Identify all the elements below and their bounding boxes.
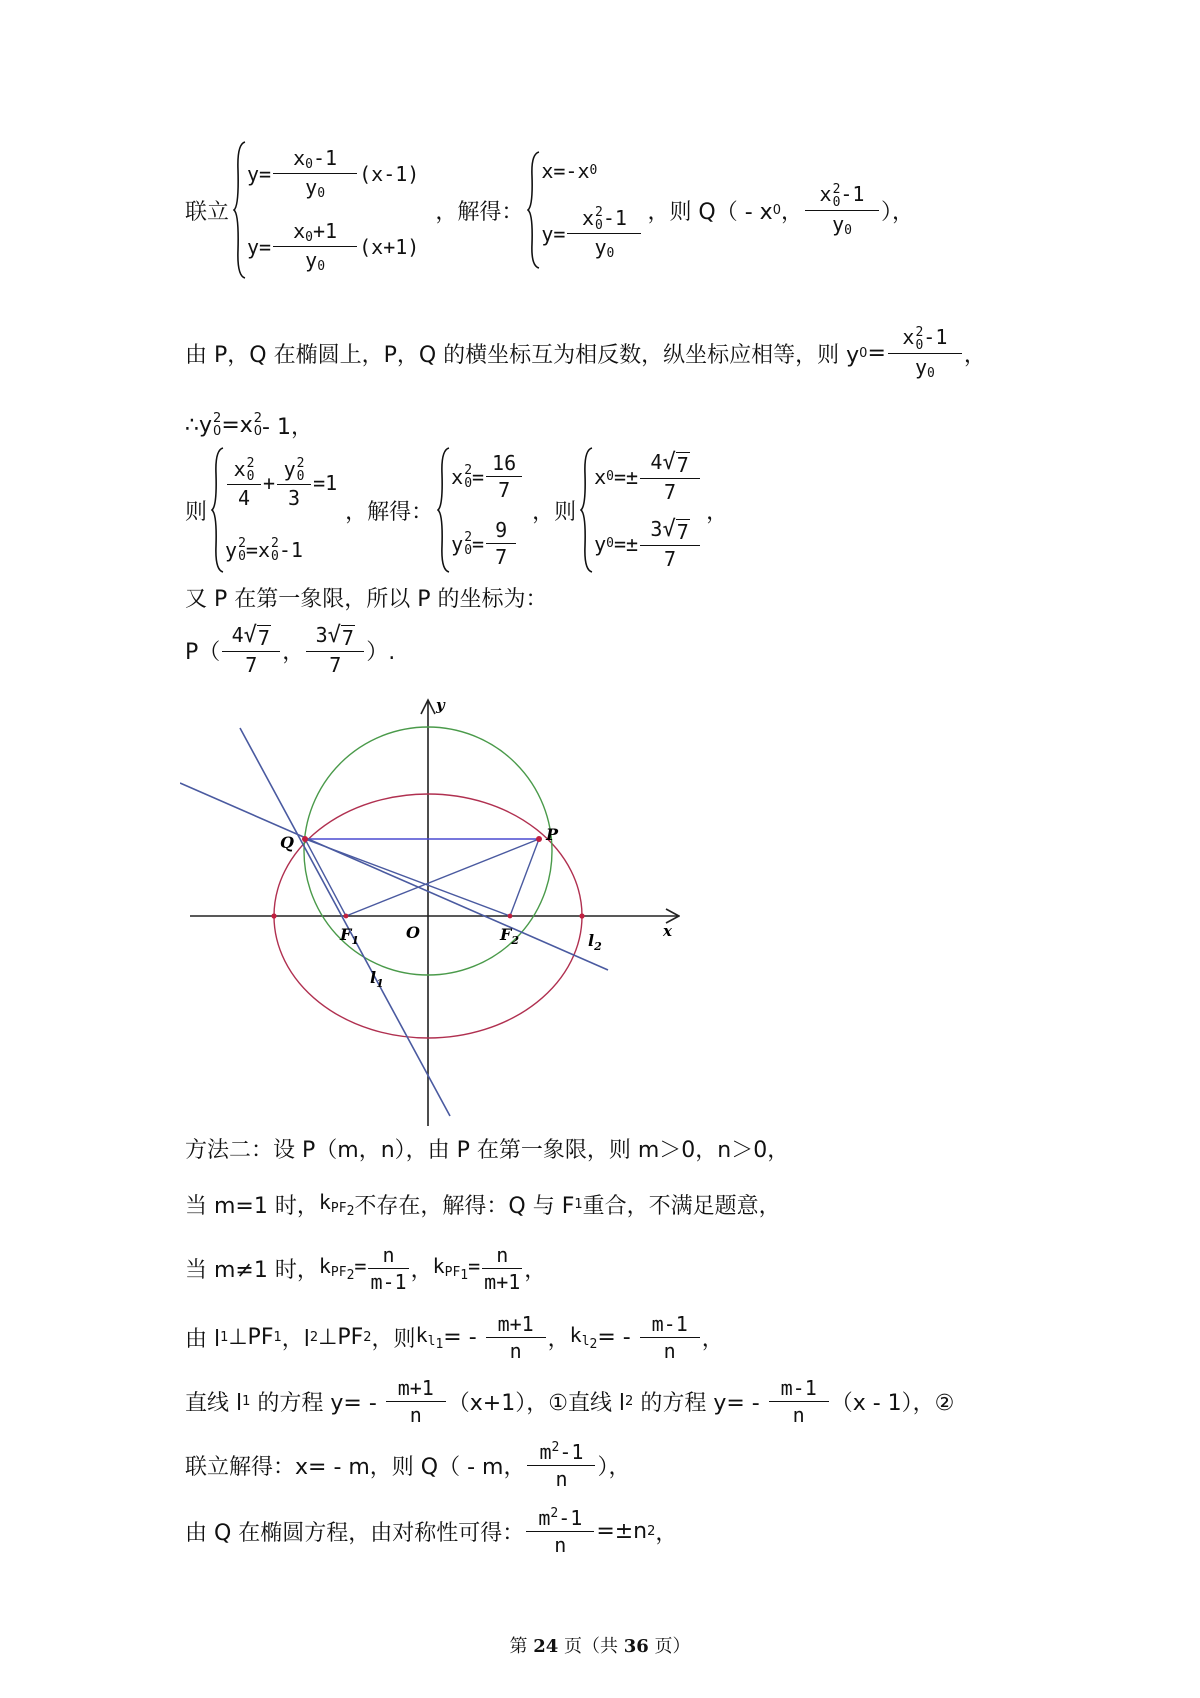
- text: n: [640, 1337, 700, 1363]
- text: =x: [221, 412, 253, 438]
- text: 联立: [185, 199, 230, 225]
- text: 2: [238, 536, 246, 552]
- text: x: [581, 205, 594, 230]
- sqrt-icon: √: [327, 623, 341, 648]
- solution-system: [527, 150, 643, 270]
- text: 2: [595, 205, 603, 221]
- text: m-1: [780, 1375, 817, 1400]
- text: 7: [486, 476, 522, 502]
- text: 2: [246, 456, 255, 472]
- text: 2: [511, 934, 520, 947]
- left-brace-icon: [437, 446, 451, 574]
- text: ，l: [281, 1326, 310, 1352]
- text: 4: [231, 623, 244, 647]
- label-F1: [339, 925, 359, 947]
- text: 0: [832, 194, 841, 210]
- text: 2: [309, 1329, 319, 1345]
- segment-QF1: [305, 839, 346, 916]
- text: =±: [613, 531, 639, 556]
- text: 联立解得：x= - m，则 Q（ - m，: [185, 1454, 526, 1480]
- text: 7: [486, 543, 516, 569]
- text: =±n: [596, 1518, 648, 1544]
- fraction: [486, 1312, 546, 1363]
- text: 16: [492, 451, 517, 475]
- text: 1: [220, 1329, 229, 1345]
- text: 1: [351, 934, 360, 947]
- text: ，: [780, 199, 803, 225]
- text: 1: [376, 977, 384, 990]
- text: = -: [443, 1324, 484, 1350]
- text: k: [415, 1322, 428, 1347]
- line-10: [185, 1306, 724, 1368]
- text: =: [245, 538, 258, 563]
- text: 重合，不满足题意，: [582, 1193, 781, 1219]
- text: -1: [923, 325, 948, 350]
- sqrt-icon: √: [662, 449, 676, 475]
- text: 1: [273, 1329, 282, 1345]
- left-brace-icon: [211, 446, 225, 574]
- text: m+1: [397, 1375, 434, 1400]
- text: 2: [550, 1505, 559, 1521]
- text: y=: [247, 161, 272, 186]
- text: m: [539, 1439, 552, 1464]
- text: 3: [650, 516, 663, 541]
- text: +1: [313, 219, 338, 243]
- text: 由 l: [185, 1326, 221, 1352]
- fraction: [769, 1376, 829, 1427]
- text: 2: [625, 1393, 634, 1409]
- text: 0: [213, 424, 222, 439]
- text: PF: [330, 1264, 347, 1280]
- text: 0: [606, 246, 615, 262]
- text: 的方程 y= -: [633, 1390, 767, 1416]
- equation-system: [233, 140, 419, 280]
- text: x: [819, 182, 832, 207]
- text: m-1: [370, 1269, 407, 1294]
- text: 4: [650, 449, 663, 474]
- fraction: [222, 623, 280, 677]
- sqrt-icon: √: [662, 516, 676, 542]
- text: 3: [315, 623, 328, 647]
- text: ，: [963, 342, 986, 368]
- label-y: y: [436, 696, 445, 714]
- label-l2: [588, 931, 602, 953]
- text: 7: [222, 651, 280, 677]
- text: 7: [341, 626, 354, 650]
- text: m: [538, 1505, 551, 1530]
- text: 7: [306, 651, 364, 677]
- line-2: [185, 318, 986, 388]
- text: ⊥PF: [318, 1324, 364, 1350]
- text: ）.: [366, 639, 396, 665]
- label-Q: Q: [280, 833, 294, 852]
- text: 0: [915, 337, 924, 353]
- text: 又 P 在第一象限，所以 P 的坐标为：: [185, 586, 548, 612]
- text: -1: [313, 146, 338, 170]
- label-P: P: [546, 825, 559, 844]
- text: n: [486, 1337, 546, 1363]
- text: ，: [547, 1326, 570, 1352]
- fraction: [640, 450, 700, 504]
- text: =: [867, 340, 886, 366]
- text: 0: [296, 469, 305, 485]
- text: ，: [410, 1257, 433, 1283]
- text: 0: [606, 469, 614, 484]
- text: 2: [589, 1336, 598, 1352]
- label-l1: [370, 968, 384, 990]
- text: y=: [541, 221, 566, 246]
- total-pages: 36: [623, 1636, 649, 1657]
- text: 2: [296, 456, 305, 472]
- line-l1: [240, 728, 450, 1116]
- line-l2: [180, 783, 608, 970]
- text: +: [263, 471, 276, 496]
- text: 由 P，Q 在椭圆上，P，Q 的横坐标互为相反数，纵坐标应相等，则 y: [185, 342, 860, 368]
- text: 2: [213, 411, 222, 426]
- text: x: [257, 538, 270, 563]
- text: l: [581, 1333, 590, 1349]
- point-F2: [508, 914, 513, 919]
- text: =±: [613, 464, 639, 489]
- text: 0: [589, 163, 598, 179]
- text: -1: [602, 205, 627, 230]
- text: 当 m=1 时，: [185, 1193, 319, 1219]
- text: 页）: [648, 1636, 691, 1657]
- text: 页（共: [558, 1636, 624, 1657]
- line-1: [185, 140, 914, 280]
- fraction: [227, 457, 261, 511]
- text: ，: [524, 1257, 547, 1283]
- solution-system: [437, 446, 524, 574]
- text: （x+1），①直线 l: [447, 1390, 626, 1416]
- text: n: [526, 1531, 594, 1557]
- fraction: [277, 457, 311, 511]
- text: 则: [185, 499, 208, 525]
- segment-F2P: [510, 839, 539, 916]
- text: - 1，: [262, 414, 313, 440]
- text: =1: [313, 471, 338, 496]
- text: 1: [460, 1267, 469, 1283]
- text: ，则: [371, 1326, 416, 1352]
- text: 2: [346, 1267, 355, 1283]
- fraction: [567, 206, 641, 262]
- text: ，则: [532, 499, 577, 525]
- text: PF: [444, 1264, 461, 1280]
- text: ，: [701, 1326, 724, 1352]
- text: m-1: [651, 1311, 688, 1336]
- left-brace-icon: [527, 150, 541, 270]
- line-4: [185, 446, 728, 574]
- text: = -: [597, 1324, 638, 1350]
- text: 0: [464, 542, 473, 558]
- text: 0: [317, 186, 326, 201]
- text: y: [914, 354, 927, 379]
- point-F1: [344, 914, 349, 919]
- text: 0: [246, 469, 255, 485]
- text: y: [305, 175, 318, 199]
- text: 0: [305, 157, 313, 172]
- fraction: [386, 1376, 446, 1427]
- text: 0: [270, 549, 279, 565]
- text: 2: [551, 1439, 560, 1455]
- label-x: x: [663, 922, 672, 940]
- text: 2: [363, 1329, 372, 1345]
- page-footer: [0, 1632, 1200, 1658]
- point-P: [536, 836, 542, 842]
- text: x: [293, 219, 306, 243]
- text: =: [354, 1253, 367, 1278]
- label-F2: [499, 925, 519, 947]
- text: x: [594, 464, 607, 489]
- line-6: [185, 620, 395, 680]
- text: y: [594, 531, 607, 556]
- text: l: [370, 968, 377, 987]
- slope-k-PF2: [319, 1190, 355, 1219]
- text: ⊥PF: [228, 1324, 274, 1350]
- text: m+1: [497, 1311, 534, 1336]
- text: 0: [464, 475, 473, 491]
- text: =: [472, 531, 485, 556]
- text: 0: [927, 365, 935, 381]
- text: 当 m≠1 时，: [185, 1257, 319, 1283]
- text: 1: [242, 1393, 251, 1409]
- text: x=-x: [541, 158, 590, 183]
- text: 的方程 y= -: [250, 1390, 384, 1416]
- text: k: [569, 1322, 582, 1347]
- text: l: [588, 931, 595, 950]
- text: x: [451, 464, 464, 489]
- text: 7: [676, 452, 689, 477]
- sqrt-icon: √: [243, 623, 257, 648]
- text: 1: [574, 1196, 583, 1212]
- text: x: [902, 325, 915, 350]
- text: -1: [558, 1505, 583, 1530]
- text: k: [318, 1253, 331, 1278]
- text: -1: [840, 182, 865, 207]
- text: -1: [278, 538, 303, 563]
- text: 0: [859, 345, 868, 361]
- segment-F1P: [346, 839, 539, 916]
- text: 0: [844, 222, 852, 238]
- text: 0: [305, 230, 313, 245]
- fraction: [273, 146, 357, 201]
- text: k: [432, 1253, 445, 1278]
- text: 0: [606, 536, 614, 551]
- text: 0: [772, 202, 781, 218]
- text: 1: [435, 1336, 444, 1352]
- text: y: [283, 456, 296, 481]
- text: =: [472, 464, 485, 489]
- text: 7: [640, 478, 700, 504]
- line-7: [185, 1133, 789, 1163]
- text: n: [386, 1401, 446, 1427]
- text: ），: [597, 1454, 631, 1480]
- text: 2: [464, 529, 473, 545]
- text: 第: [509, 1636, 534, 1657]
- point-left-vertex: [271, 913, 276, 918]
- line-9: [185, 1238, 546, 1298]
- text: 2: [253, 411, 263, 426]
- text: 2: [346, 1203, 355, 1219]
- text: -1: [559, 1439, 584, 1464]
- line-11: [185, 1370, 954, 1432]
- fraction: [482, 1243, 522, 1294]
- text: 3: [277, 484, 311, 510]
- result-system: [580, 446, 702, 574]
- text: （x - 1），②: [830, 1390, 955, 1416]
- fraction: [527, 1440, 595, 1491]
- text: 0: [317, 259, 326, 274]
- text: F: [500, 925, 512, 944]
- text: y: [832, 211, 845, 236]
- text: 7: [257, 626, 270, 650]
- text: y: [594, 235, 607, 260]
- text: 直线 l: [185, 1390, 243, 1416]
- left-brace-icon: [233, 140, 247, 280]
- fraction: [805, 182, 879, 238]
- line-5: [185, 582, 548, 612]
- text: ，: [282, 639, 305, 665]
- text: 7: [640, 545, 700, 571]
- text: 9: [495, 518, 508, 542]
- line-3: [185, 410, 313, 440]
- text: n: [382, 1242, 395, 1267]
- fraction: [526, 1506, 594, 1557]
- text: ），: [881, 199, 915, 225]
- text: x: [293, 146, 306, 170]
- text: F: [340, 925, 352, 944]
- fraction: [640, 517, 700, 571]
- text: ∴y: [185, 412, 213, 438]
- text: 不存在，解得：Q 与 F: [354, 1193, 575, 1219]
- text: n: [496, 1242, 509, 1267]
- text: ，: [706, 499, 729, 525]
- fraction: [486, 518, 516, 569]
- text: 4: [227, 484, 261, 510]
- line-8: [185, 1182, 781, 1226]
- fraction: [306, 623, 364, 677]
- fraction: [368, 1243, 408, 1294]
- left-brace-icon: [580, 446, 594, 574]
- text: 2: [832, 181, 841, 197]
- text: (x+1): [359, 234, 420, 259]
- text: 2: [270, 536, 279, 552]
- text: 7: [676, 519, 689, 544]
- ellipse-figure: [180, 688, 680, 1128]
- text: n: [769, 1401, 829, 1427]
- point-right-vertex: [579, 913, 584, 918]
- text: k: [318, 1189, 331, 1214]
- page-number: 24: [533, 1636, 559, 1657]
- text: ，则 Q（ - x: [647, 199, 773, 225]
- text: x: [233, 456, 246, 481]
- text: ，解得：: [435, 199, 524, 225]
- text: 2: [594, 940, 602, 953]
- text: 2: [647, 1523, 656, 1539]
- text: P（: [185, 639, 221, 665]
- text: 由 Q 在椭圆方程，由对称性可得：: [185, 1520, 525, 1546]
- text: 2: [915, 324, 924, 340]
- text: y: [305, 248, 318, 272]
- point-Q: [302, 836, 308, 842]
- line-13: [185, 1498, 677, 1564]
- text: l: [427, 1333, 436, 1349]
- text: ，: [655, 1520, 678, 1546]
- equation-system: [211, 446, 337, 574]
- fraction: [273, 219, 357, 274]
- text: y: [225, 538, 238, 563]
- text: m+1: [484, 1269, 521, 1294]
- fraction: [640, 1312, 700, 1363]
- text: 方法二：设 P（m，n），由 P 在第一象限，则 m＞0，n＞0，: [185, 1137, 790, 1163]
- text: y: [451, 531, 464, 556]
- text: PF: [330, 1200, 347, 1216]
- line-12: [185, 1434, 631, 1496]
- text: y=: [247, 234, 272, 259]
- fraction: [486, 451, 522, 502]
- text: n: [527, 1465, 595, 1491]
- text: 0: [238, 549, 246, 565]
- text: ，解得：: [345, 499, 434, 525]
- text: 2: [464, 462, 473, 478]
- text: =: [468, 1253, 481, 1278]
- fraction: [888, 325, 962, 381]
- text: (x-1): [359, 161, 420, 186]
- label-O: O: [406, 923, 420, 942]
- text: 0: [595, 218, 603, 234]
- text: 0: [253, 424, 263, 439]
